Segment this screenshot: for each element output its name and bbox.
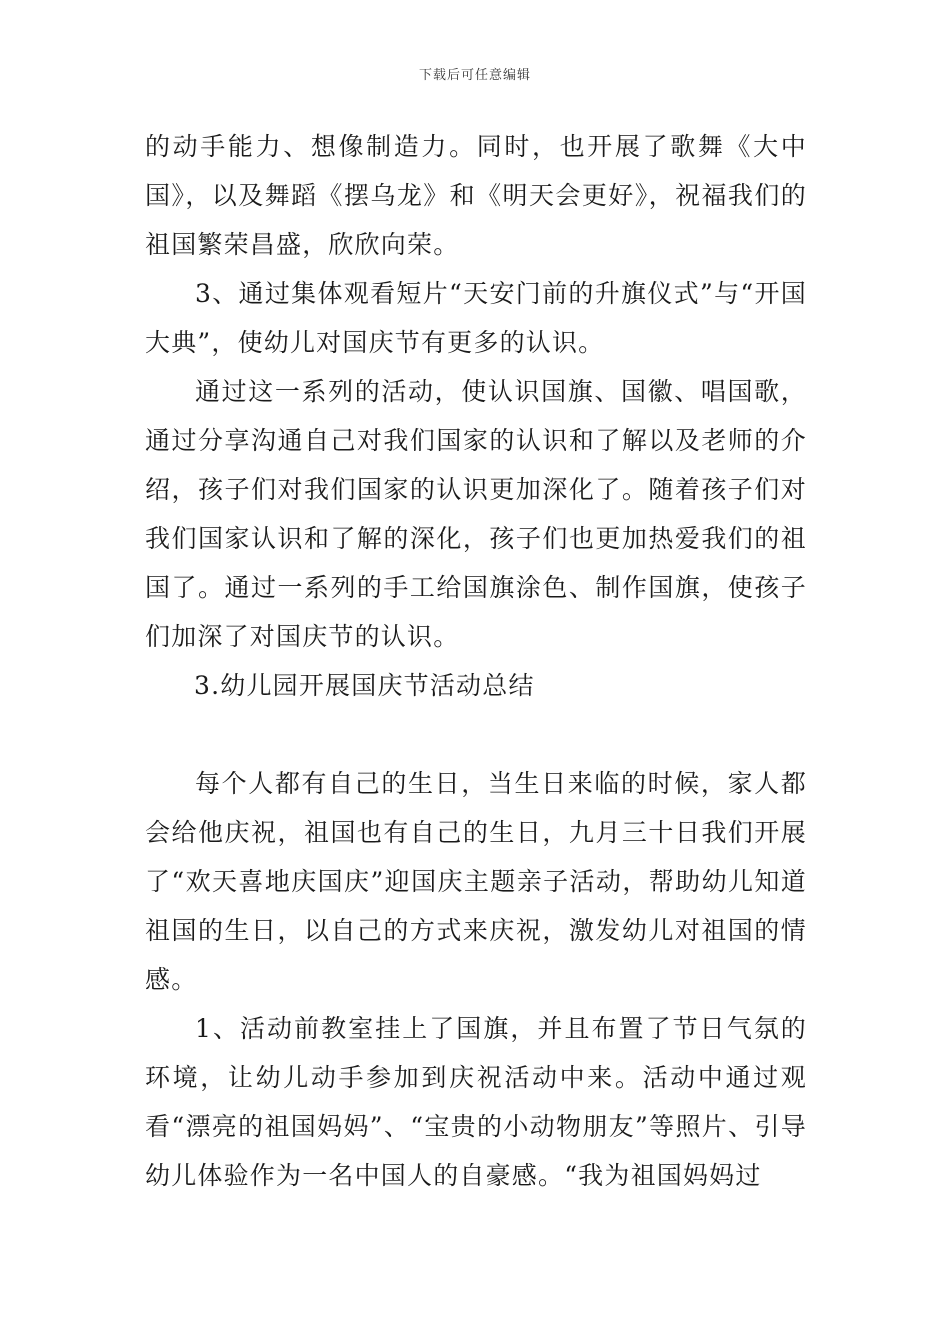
paragraph-summary: 通过这一系列的活动，使认识国旗、国徽、唱国歌，通过分享沟通自己对我们国家的认识和了解以及老师的介绍，孩子们对我们国家的认识更加深化了。随着孩子们对我们国家认识和了解的深化，孩子们也更加热爱我们的祖国了。通过一系列的手工给国旗涂色、制作国旗，使孩子们加深了对国庆节的认识。 <box>145 377 807 651</box>
page-header: 下载后可任意编辑 <box>418 68 531 83</box>
paragraph-item-3: 3、通过集体观看短片“天安门前的升旗仪式”与“开国大典”，使幼儿对国庆节有更多的认识。 <box>145 279 807 357</box>
paragraph-intro: 每个人都有自己的生日，当生日来临的时候，家人都会给他庆祝，祖国也有自己的生日，九月三十日我们开展了“欢天喜地庆国庆”迎国庆主题亲子活动，帮助幼儿知道祖国的生日，以自己的方式来庆祝，激发幼儿对祖国的情感。 <box>145 769 807 994</box>
section-heading: 3.幼儿园开展国庆节活动总结 <box>194 671 535 700</box>
paragraph-item-1: 1、活动前教室挂上了国旗，并且布置了节日气氛的环境，让幼儿动手参加到庆祝活动中来。活动中通过观看“漂亮的祖国妈妈”、“宝贵的小动物朋友”等照片、引导幼儿体验作为一名中国人的自豪感。“我为祖国妈妈过 <box>145 1014 807 1190</box>
paragraph-continuation: 的动手能力、想像制造力。同时，也开展了歌舞《大中国》，以及舞蹈《摆乌龙》和《明天会更好》，祝福我们的祖国繁荣昌盛，欣欣向荣。 <box>145 132 807 259</box>
document-body <box>145 122 807 1200</box>
